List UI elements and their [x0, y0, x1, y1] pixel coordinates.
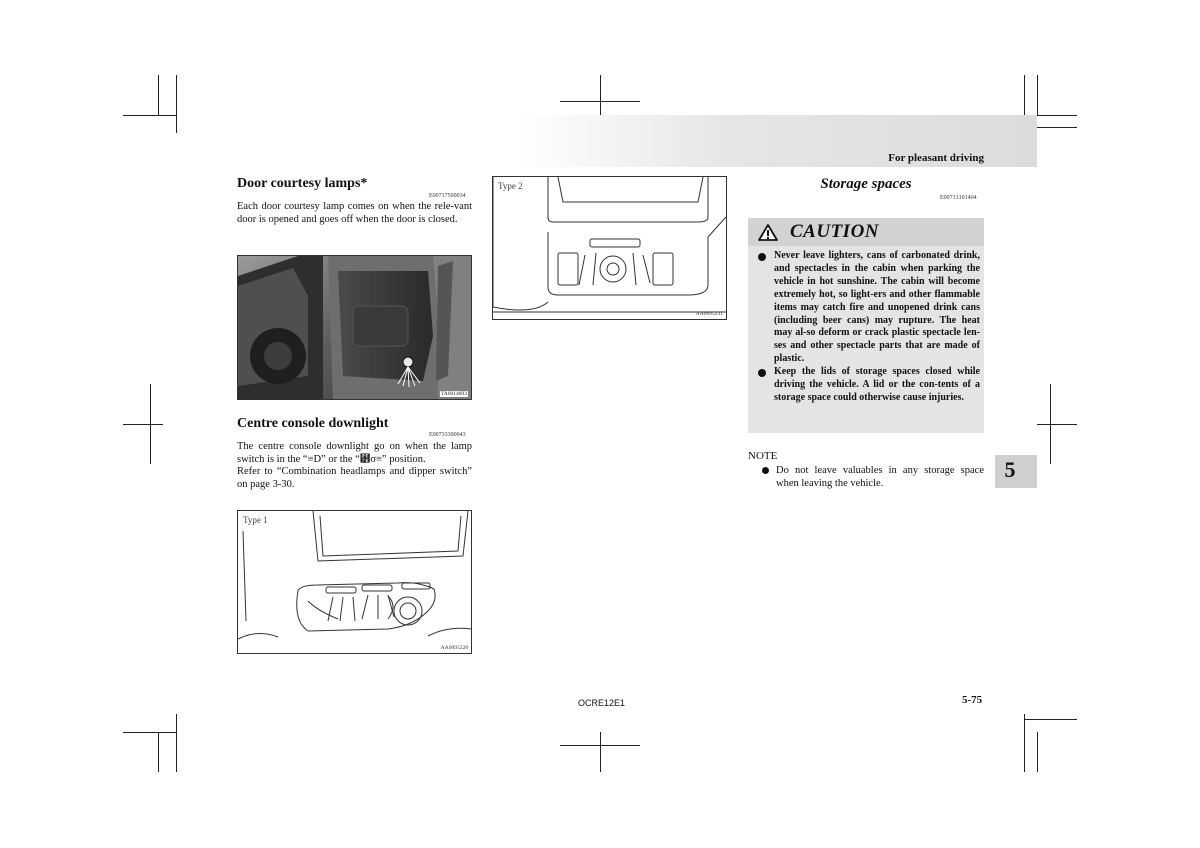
section-header: For pleasant driving [888, 152, 984, 164]
storage-title: Storage spaces [820, 176, 912, 192]
type1-figure-code: AA0095228 [440, 645, 468, 651]
note-list [762, 464, 984, 490]
console-type2-illustration [493, 177, 726, 319]
door-photo-illustration [238, 256, 471, 399]
type2-figure-code: AA0095231 [695, 311, 723, 317]
door-figure-code: TA0014893 [440, 391, 467, 397]
storage-code: E00713101404 [940, 195, 977, 201]
chapter-tab [995, 455, 1037, 488]
page-number: 5-75 [962, 694, 983, 706]
door-courtesy-code: E00717500034 [429, 193, 466, 199]
bullet-icon [758, 253, 766, 261]
footer-doc-code: OCRE12E1 [578, 698, 626, 708]
door-courtesy-title: Door courtesy lamps* [237, 176, 368, 191]
type1-label: Type 1 [243, 515, 268, 525]
chapter-number: 5 [1004, 457, 1016, 482]
note-label: NOTE [748, 450, 778, 462]
caution-header [748, 218, 984, 246]
caution-item: Never leave lighters, cans of carbonated drink, and spectacles in the cabin when parking the vehicle in hot sunshine. The cabin will become extremely hot, so light-ers and other flammable items may catch fire and unopened drink cans (including beer cans) may rupture. The heat may al-so deform or crack plastic spectacle len-ses and other spectacle parts that are made of plastic. [758, 250, 980, 366]
bullet-icon [762, 467, 769, 474]
note-item: Do not leave valuables in any storage space when leaving the vehicle. [762, 464, 984, 490]
caution-item: Keep the lids of storage spaces closed while driving the vehicle. A lid or the con-tents of a storage space could otherwise cause injuries. [758, 366, 980, 405]
centre-console-body: The centre console downlight go on when the lamp switch is in the “≡D” or the “⹾σ≡” position. Refer to “Combination headlamps and dipper switch” on page 3-30. [237, 441, 472, 490]
door-courtesy-figure [237, 255, 472, 400]
type2-label: Type 2 [498, 181, 523, 191]
caution-box [748, 218, 984, 433]
centre-console-title: Centre console downlight [237, 416, 389, 431]
caution-list [758, 250, 980, 405]
bullet-icon [758, 369, 766, 377]
door-courtesy-body: Each door courtesy lamp comes on when the rele-vant door is opened and goes off when the door is closed. [237, 201, 472, 225]
console-type1-figure [237, 510, 472, 654]
console-type2-figure [492, 176, 727, 320]
caution-heading: CAUTION [790, 221, 880, 242]
warning-triangle-icon [758, 224, 778, 241]
console-type1-illustration [238, 511, 471, 653]
centre-console-code: E00733300043 [429, 432, 466, 438]
